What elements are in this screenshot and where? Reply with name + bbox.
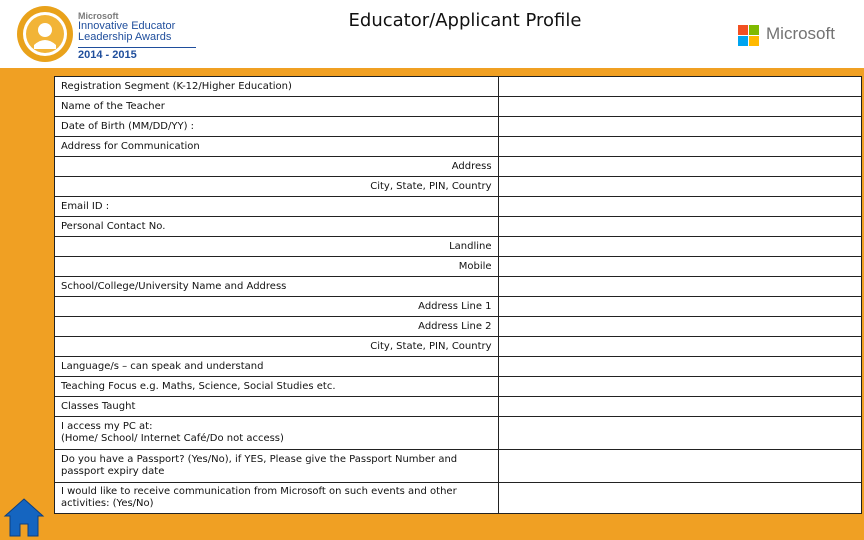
form-row <box>55 450 862 483</box>
microsoft-logo <box>738 24 848 48</box>
page-title: Educator/Applicant Profile <box>348 10 582 31</box>
form-field-value[interactable] <box>498 177 861 197</box>
ms-square-blue <box>738 36 748 46</box>
form-row <box>55 97 862 117</box>
form-field-label: I would like to receive communication from Microsoft on such events and other activities: (Yes/No) <box>55 483 499 514</box>
form-row <box>55 317 862 337</box>
form-field-value[interactable] <box>498 157 861 177</box>
form-field-label: Do you have a Passport? (Yes/No), if YES, Please give the Passport Number and passport expiry date <box>55 450 499 483</box>
award-line-1: Innovative Educator <box>78 20 176 32</box>
form-row <box>55 417 862 450</box>
page-header <box>0 0 864 68</box>
home-icon[interactable] <box>2 496 46 538</box>
form-field-label: I access my PC at: (Home/ School/ Internet Café/Do not access) <box>55 417 499 450</box>
form-row <box>55 297 862 317</box>
form-row <box>55 397 862 417</box>
form-field-label: Teaching Focus e.g. Maths, Science, Social Studies etc. <box>55 377 499 397</box>
form-row <box>55 377 862 397</box>
ms-square-red <box>738 25 748 35</box>
form-field-label: Email ID : <box>55 197 499 217</box>
form-row <box>55 77 862 97</box>
form-row <box>55 137 862 157</box>
form-field-value[interactable] <box>498 417 861 450</box>
form-field-label: Mobile <box>55 257 499 277</box>
form-field-label: Language/s – can speak and understand <box>55 357 499 377</box>
ms-square-yellow <box>749 36 759 46</box>
form-field-label: Address for Communication <box>55 137 499 157</box>
form-field-value[interactable] <box>498 217 861 237</box>
form-row <box>55 277 862 297</box>
form-row <box>55 177 862 197</box>
award-line-2: Leadership Awards <box>78 31 172 43</box>
form-field-value[interactable] <box>498 337 861 357</box>
form-field-value[interactable] <box>498 377 861 397</box>
award-text <box>78 11 175 43</box>
form-row <box>55 483 862 514</box>
form-field-label: Date of Birth (MM/DD/YY) : <box>55 117 499 137</box>
form-field-value[interactable] <box>498 317 861 337</box>
form-field-value[interactable] <box>498 77 861 97</box>
award-years: 2014 - 2015 <box>78 47 196 61</box>
profile-form-table <box>54 76 862 514</box>
ms-square-green <box>749 25 759 35</box>
form-field-label: Landline <box>55 237 499 257</box>
form-row <box>55 237 862 257</box>
form-row <box>55 117 862 137</box>
form-field-value[interactable] <box>498 117 861 137</box>
award-logo <box>16 5 196 63</box>
form-field-label: Address Line 2 <box>55 317 499 337</box>
form-field-value[interactable] <box>498 277 861 297</box>
form-field-label: Classes Taught <box>55 397 499 417</box>
form-field-label: City, State, PIN, Country <box>55 337 499 357</box>
form-field-label: Name of the Teacher <box>55 97 499 117</box>
form-row <box>55 337 862 357</box>
form-row <box>55 157 862 177</box>
ms-wordmark: Microsoft <box>766 24 835 43</box>
form-field-value[interactable] <box>498 197 861 217</box>
form-field-value[interactable] <box>498 237 861 257</box>
form-field-value[interactable] <box>498 357 861 377</box>
form-field-value[interactable] <box>498 137 861 157</box>
form-field-label: Registration Segment (K-12/Higher Education) <box>55 77 499 97</box>
form-field-label: Personal Contact No. <box>55 217 499 237</box>
form-row <box>55 197 862 217</box>
form-field-value[interactable] <box>498 97 861 117</box>
form-field-value[interactable] <box>498 397 861 417</box>
form-field-label: City, State, PIN, Country <box>55 177 499 197</box>
award-brand: Microsoft <box>78 11 119 21</box>
form-row <box>55 357 862 377</box>
award-medal-icon <box>16 5 74 63</box>
form-row <box>55 217 862 237</box>
form-field-label: School/College/University Name and Address <box>55 277 499 297</box>
form-field-value[interactable] <box>498 297 861 317</box>
form-field-value[interactable] <box>498 450 861 483</box>
form-field-value[interactable] <box>498 257 861 277</box>
form-field-value[interactable] <box>498 483 861 514</box>
form-row <box>55 257 862 277</box>
form-field-label: Address Line 1 <box>55 297 499 317</box>
form-field-label: Address <box>55 157 499 177</box>
